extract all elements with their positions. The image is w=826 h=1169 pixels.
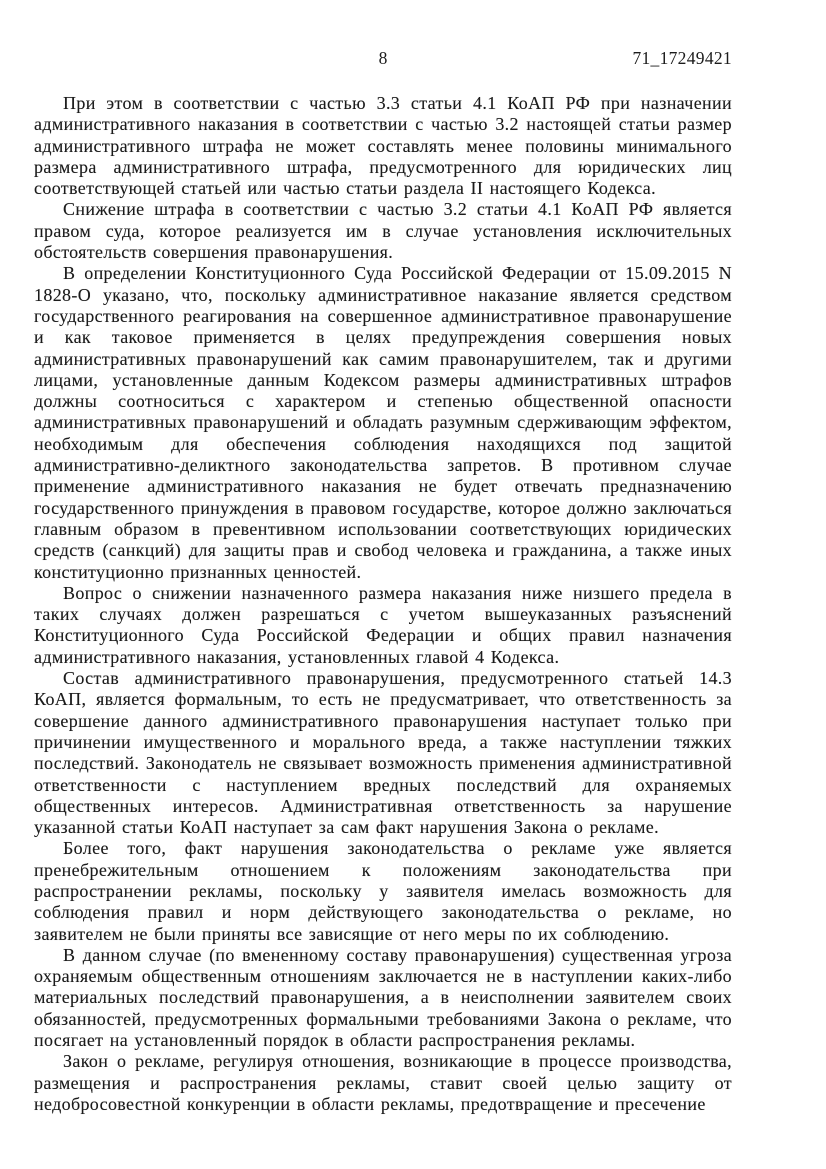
document-id: 71_17249421 [632,48,732,68]
document-text [34,93,732,1115]
paragraph: Вопрос о снижении назначенного размера наказания ниже низшего предела в таких случаях должен разрешаться с учетом вышеуказанных разъяснений Конституционного Суда Российской Федерации и общих правил назначения административного наказания, установленных главой 4 Кодекса. [34,582,732,667]
paragraph: В данном случае (по вмененному составу правонарушения) существенная угроза охраняемым общественным отношениям заключается не в наступлении каких-либо материальных последствий правонарушения, а в неисполнении заявителем своих обязанностей, предусмотренных формальными требованиями Закона о рекламе, что посягает на установленный порядок в области распространения рекламы. [34,944,732,1051]
page-header [34,48,732,70]
paragraph: В определении Конституционного Суда Российской Федерации от 15.09.2015 N 1828-О указано, что, поскольку административное наказание является средством государственного реагирования на совершенное административное правонарушение и как таковое применяется в целях предупреждения совершения новых административных правонарушений как самим правонарушителем, так и другими лицами, установленные данным Кодексом размеры административных штрафов должны соотноситься с характером и степенью общественной опасности административных правонарушений и обладать разумным сдерживающим эффектом, необходимым для обеспечения соблюдения находящихся под защитой административно-деликтного законодательства запретов. В противном случае применение административного наказания не будет отвечать предназначению государственного принуждения в правовом государстве, которое должно заключаться главным образом в превентивном использовании соответствующих юридических средств (санкций) для защиты прав и свобод человека и гражданина, а также иных конституционно признанных ценностей. [34,263,732,582]
page-number: 8 [378,48,388,68]
paragraph: Снижение штрафа в соответствии с частью 3.2 статьи 4.1 КоАП РФ является правом суда, которое реализуется им в случае установления исключительных обстоятельств совершения правонарушения. [34,199,732,263]
paragraph: При этом в соответствии с частью 3.3 статьи 4.1 КоАП РФ при назначении административного наказания в соответствии с частью 3.2 настоящей статьи размер административного штрафа не может составлять менее половины минимального размера административного штрафа, предусмотренного для юридических лиц соответствующей статьей или частью статьи раздела II настоящего Кодекса. [34,93,732,199]
paragraph: Закон о рекламе, регулируя отношения, возникающие в процессе производства, размещения и распространения рекламы, ставит своей целью защиту от недобросовестной конкуренции в области рекламы, предотвращение и пресечение [34,1051,732,1114]
paragraph: Состав административного правонарушения, предусмотренного статьей 14.3 КоАП, является формальным, то есть не предусматривает, что ответственность за совершение данного административного правонарушения наступает только при причинении имущественного и морального вреда, а также наступлении тяжких последствий. Законодатель не связывает возможность применения административной ответственности с наступлением вредных последствий для охраняемых общественных интересов. Административная ответственность за нарушение указанной статьи КоАП наступает за сам факт нарушения Закона о рекламе. [34,668,732,838]
paragraph: Более того, факт нарушения законодательства о рекламе уже является пренебрежительным отношением к положениям законодательства при распространении рекламы, поскольку у заявителя имелась возможность для соблюдения правил и норм действующего законодательства о рекламе, но заявителем не были приняты все зависящие от него меры по их соблюдению. [34,838,732,944]
